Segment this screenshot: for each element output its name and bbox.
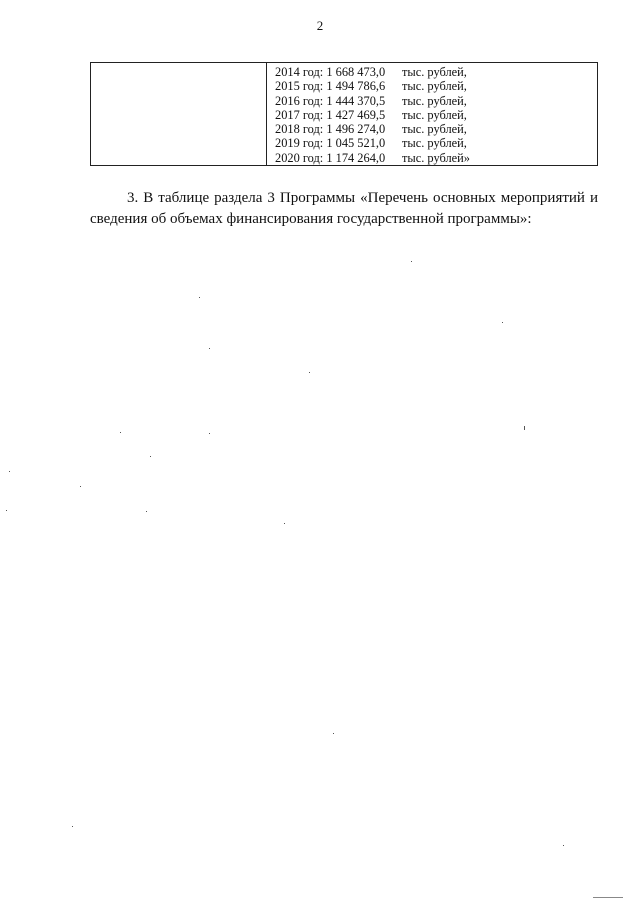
financing-unit: тыс. рублей, — [402, 122, 467, 137]
scan-speck — [199, 297, 200, 298]
financing-row — [275, 94, 597, 108]
financing-row — [275, 79, 597, 93]
financing-year-amount: 2014 год: 1 668 473,0 — [275, 65, 386, 79]
body-paragraph — [90, 188, 598, 230]
scan-speck — [120, 432, 121, 433]
scan-speck — [563, 845, 564, 846]
financing-unit: тыс. рублей, — [402, 79, 467, 94]
financing-table — [90, 62, 598, 166]
financing-unit: тыс. рублей, — [402, 107, 467, 122]
financing-unit: тыс. рублей, — [402, 65, 467, 79]
financing-row — [275, 65, 597, 79]
page-number: 2 — [316, 18, 324, 33]
footer-rule — [593, 897, 623, 898]
scan-speck — [80, 486, 81, 487]
scan-speck — [502, 322, 503, 323]
financing-year-amount: 2020 год: 1 174 264,0 — [275, 150, 386, 165]
scan-speck — [284, 523, 285, 524]
financing-unit: тыс. рублей, — [402, 136, 467, 151]
financing-row — [275, 108, 597, 122]
scan-speck — [72, 826, 73, 827]
scan-speck — [209, 348, 210, 349]
scan-speck — [524, 426, 525, 430]
table-empty-cell — [91, 63, 267, 165]
financing-unit: тыс. рублей, — [402, 93, 467, 108]
scan-speck — [6, 510, 7, 511]
financing-year-amount: 2019 год: 1 045 521,0 — [275, 136, 386, 151]
scan-speck — [309, 372, 310, 373]
scan-speck — [209, 433, 210, 434]
scan-speck — [150, 456, 151, 457]
financing-unit: тыс. рублей» — [402, 150, 471, 165]
scan-speck — [146, 511, 147, 512]
paragraph-line: 3. В таблице раздела 3 Программы «Перечень основных мероприятий и — [127, 190, 598, 206]
financing-year-amount: 2018 год: 1 496 274,0 — [275, 122, 386, 137]
financing-year-amount: 2016 год: 1 444 370,5 — [275, 93, 386, 108]
scan-speck — [411, 261, 412, 262]
financing-year-amount: 2015 год: 1 494 786,6 — [275, 79, 386, 94]
paragraph-line: сведения об объемах финансирования государственной программы»: — [90, 211, 532, 227]
table-financing-cell — [267, 63, 597, 165]
financing-row — [275, 122, 597, 136]
scan-speck — [9, 471, 10, 472]
scan-speck — [333, 733, 334, 734]
financing-row — [275, 151, 597, 165]
financing-year-amount: 2017 год: 1 427 469,5 — [275, 107, 386, 122]
financing-row — [275, 136, 597, 150]
